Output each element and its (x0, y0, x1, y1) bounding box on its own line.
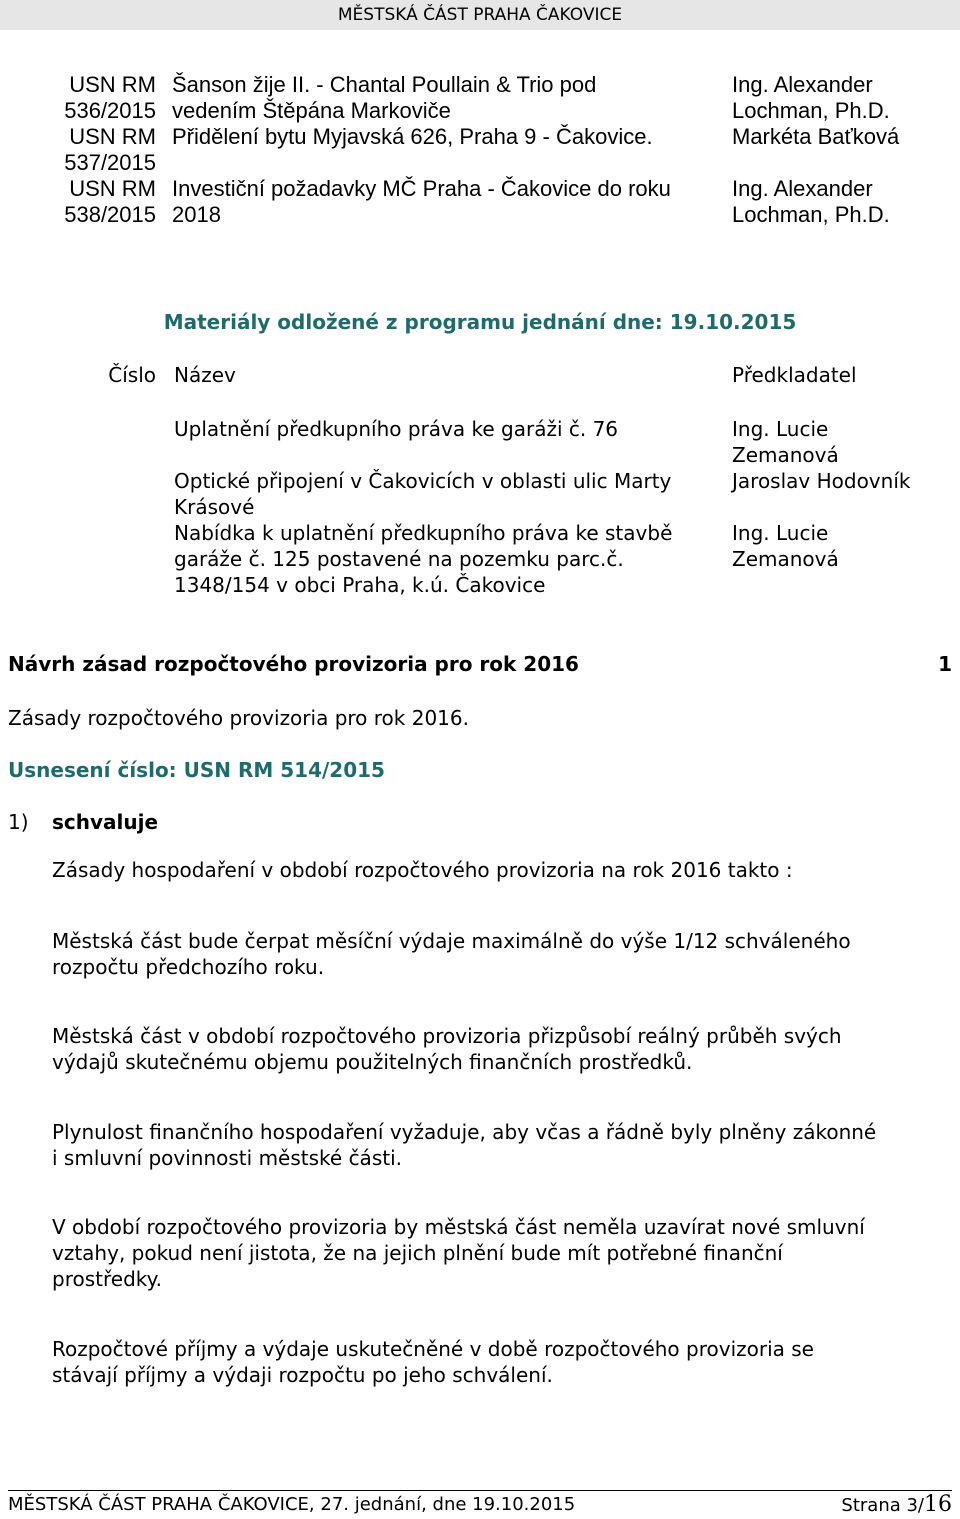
text-line: prostředky. (52, 1267, 162, 1291)
top-row-2-number (50, 124, 156, 176)
item-title: Návrh zásad rozpočtového provizoria pro rok 2016 (8, 652, 579, 676)
col-header-number: Číslo (108, 363, 156, 387)
top-row-1-number (50, 72, 156, 124)
table-cell: Ing. Alexander (732, 72, 873, 97)
deferred-heading: Materiály odložené z programu jednání dne: 19.10.2015 (163, 310, 797, 334)
deferred-row-3-presenter (732, 520, 952, 572)
table-cell: Zemanová (732, 443, 839, 467)
footer-rule (8, 1490, 952, 1491)
table-cell: vedením Štěpána Markoviče (172, 98, 451, 123)
text-line: výdajů skutečnému objemu použitelných finančních prostředků. (52, 1050, 693, 1074)
paragraph-1 (52, 857, 942, 883)
point-label: schvaluje (52, 810, 159, 834)
table-cell: Lochman, Ph.D. (732, 98, 890, 123)
top-row-1-presenter (732, 72, 952, 124)
table-cell: Nabídka k uplatnění předkupního práva ke stavbě (174, 521, 673, 545)
table-cell: Ing. Lucie (732, 521, 829, 545)
text-line: Plynulost finančního hospodaření vyžaduje, aby včas a řádně byly plněny zákonné (52, 1120, 877, 1144)
text-line: Městská část v období rozpočtového provizoria přizpůsobí reálný průběh svých (52, 1024, 842, 1048)
table-cell: 2018 (172, 202, 221, 227)
paragraph-4 (52, 1119, 942, 1171)
table-cell: 537/2015 (64, 150, 156, 175)
table-cell: Přidělení bytu Myjavská 626, Praha 9 - Čakovice. (172, 124, 653, 149)
table-cell: 1348/154 v obci Praha, k.ú. Čakovice (174, 573, 546, 597)
table-cell: Investiční požadavky MČ Praha - Čakovice do roku (172, 176, 671, 201)
table-cell: USN RM (69, 176, 156, 201)
top-row-1-title (172, 72, 732, 124)
table-cell: Krásové (174, 495, 255, 519)
deferred-row-1-presenter (732, 416, 952, 468)
table-cell: Uplatnění předkupního práva ke garáži č. 76 (174, 417, 619, 441)
text-line: rozpočtu předchozího roku. (52, 955, 325, 979)
text-line: Městská část bude čerpat měsíční výdaje maximálně do výše 1/12 schváleného (52, 929, 851, 953)
footer-page (841, 1494, 952, 1517)
deferred-row-2-presenter (732, 468, 952, 494)
deferred-row-2-title (174, 468, 730, 520)
item-subtitle: Zásady rozpočtového provizoria pro rok 2016. (8, 706, 469, 730)
table-cell: Šanson žije II. - Chantal Poullain & Trio pod (172, 72, 597, 97)
resolution-number: Usnesení číslo: USN RM 514/2015 (8, 758, 385, 782)
page-total: 16 (924, 1492, 952, 1517)
footer-left: MĚSTSKÁ ČÁST PRAHA ČAKOVICE, 27. jednání, dne 19.10.2015 (8, 1494, 576, 1515)
deferred-row-3-title (174, 520, 730, 598)
top-row-2-title (172, 124, 732, 150)
top-row-3-title (172, 176, 732, 228)
table-cell: Optické připojení v Čakovicích v oblasti ulic Marty (174, 469, 672, 493)
text-line: stávají příjmy a výdaji rozpočtu po jeho schválení. (52, 1363, 553, 1387)
page-header (0, 0, 960, 30)
point-number: 1) (8, 810, 29, 834)
table-cell: Jaroslav Hodovník (732, 469, 911, 493)
table-cell: 536/2015 (64, 98, 156, 123)
table-cell: Lochman, Ph.D. (732, 202, 890, 227)
paragraph-6 (52, 1336, 942, 1388)
paragraph-3 (52, 1023, 942, 1075)
table-cell: Ing. Alexander (732, 176, 873, 201)
table-cell: Ing. Lucie (732, 417, 829, 441)
top-row-3-number (50, 176, 156, 228)
table-cell: Markéta Baťková (732, 124, 900, 149)
paragraph-5 (52, 1214, 942, 1292)
table-cell: Zemanová (732, 547, 839, 571)
table-cell: USN RM (69, 72, 156, 97)
text-line: i smluvní povinnosti městské části. (52, 1146, 402, 1170)
paragraph-2 (52, 928, 942, 980)
table-cell: garáže č. 125 postavené na pozemku parc.č. (174, 547, 624, 571)
top-row-2-presenter (732, 124, 952, 150)
text-line: vztahy, pokud není jistota, že na jejich plnění bude mít potřebné finanční (52, 1241, 783, 1265)
col-header-presenter: Předkladatel (732, 363, 857, 387)
table-cell: USN RM (69, 124, 156, 149)
item-number: 1 (938, 652, 952, 676)
col-header-name: Název (174, 363, 236, 387)
header-title: MĚSTSKÁ ČÁST PRAHA ČAKOVICE (337, 5, 623, 25)
deferred-row-1-title (174, 416, 730, 442)
text-line: Rozpočtové příjmy a výdaje uskutečněné v době rozpočtového provizoria se (52, 1337, 814, 1361)
top-row-3-presenter (732, 176, 952, 228)
table-cell: 538/2015 (64, 202, 156, 227)
text-line: Zásady hospodaření v období rozpočtového provizoria na rok 2016 takto : (52, 858, 793, 882)
text-line: V období rozpočtového provizoria by městská část neměla uzavírat nové smluvní (52, 1215, 865, 1239)
page-label: Strana 3/ (841, 1495, 924, 1516)
